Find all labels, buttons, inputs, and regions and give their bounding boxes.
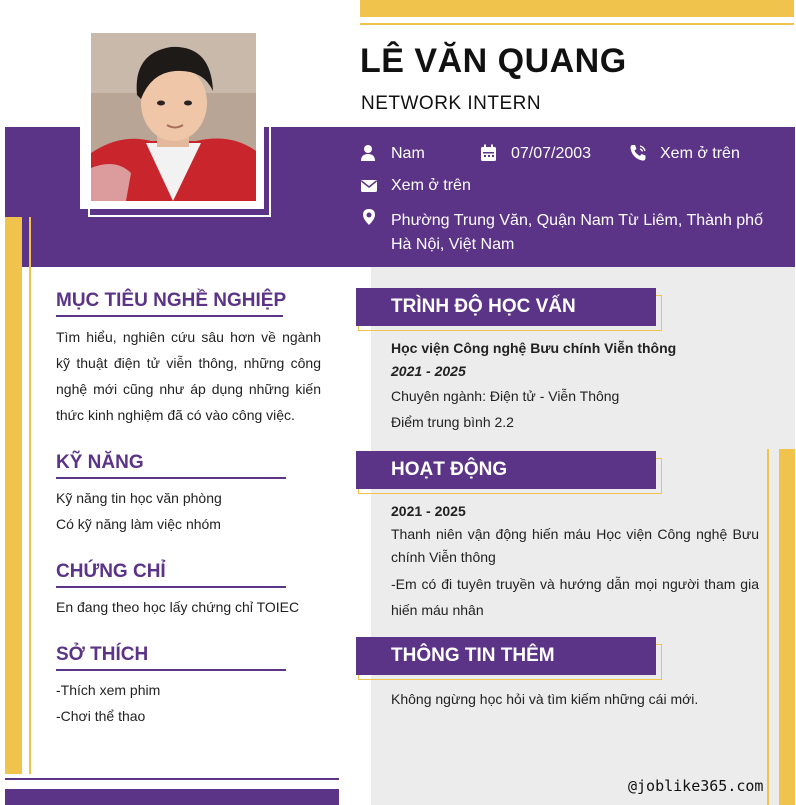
calendar-icon [480, 144, 498, 162]
hobby-item: -Thích xem phim [56, 682, 161, 698]
extra-heading: THÔNG TIN THÊM [356, 637, 656, 675]
activity-item: Thanh niên vận động hiến máu Học viện Công nghệ Bưu chính Viễn thông [391, 526, 759, 565]
user-icon [360, 144, 378, 162]
education-period: 2021 - 2025 [391, 363, 466, 379]
activities-heading: HOẠT ĐỘNG [356, 451, 656, 489]
watermark: @joblike365.com [628, 777, 764, 795]
extra-text: Không ngừng học hỏi và tìm kiếm những cái mới. [391, 691, 699, 707]
activities-period: 2021 - 2025 [391, 503, 466, 519]
hobby-item: -Chơi thể thao [56, 708, 146, 724]
candidate-name: LÊ VĂN QUANG [360, 42, 627, 80]
birthdate-value: 07/07/2003 [511, 145, 592, 162]
bottom-left-band [5, 789, 339, 805]
skills-rule [56, 477, 286, 479]
top-accent-line [360, 23, 794, 25]
skill-item: Kỹ năng tin học văn phòng [56, 490, 222, 506]
objective-text: Tìm hiểu, nghiên cứu sâu hơn về ngành kỹ thuật điện tử viễn thông, những công nghệ mới cũng như áp dụng những kiến thức kinh nghiệm đã có vào công việc. [56, 329, 321, 423]
top-accent-bar [360, 0, 794, 17]
hobbies-heading: SỞ THÍCH [56, 644, 149, 665]
objective-rule [56, 315, 283, 317]
phone-icon [629, 144, 647, 162]
profile-photo [91, 33, 256, 201]
address-value: Phường Trung Văn, Quận Nam Từ Liêm, Thành phố Hà Nội, Việt Nam [391, 212, 763, 253]
education-heading: TRÌNH ĐỘ HỌC VẤN [356, 288, 656, 326]
objective-heading: MỤC TIÊU NGHỀ NGHIỆP [56, 290, 287, 311]
left-accent-line [29, 217, 31, 774]
right-accent-bar [779, 449, 795, 805]
certificate-item: En đang theo học lấy chứng chỉ TOIEC [56, 599, 300, 615]
location-icon [360, 208, 378, 226]
candidate-position: NETWORK INTERN [361, 93, 542, 114]
gender-value: Nam [391, 145, 425, 162]
email-value: Xem ở trên [391, 177, 471, 194]
certificates-rule [56, 586, 286, 588]
skill-item: Có kỹ năng làm việc nhóm [56, 516, 221, 532]
education-major: Chuyên ngành: Điện tử - Viễn Thông [391, 388, 620, 404]
bottom-left-rule [5, 778, 339, 780]
skills-heading: KỸ NĂNG [56, 452, 144, 473]
activity-item: -Em có đi tuyên truyền và hướng dẫn mọi người tham gia hiến máu nhân [391, 576, 759, 618]
email-icon [360, 177, 378, 195]
hobbies-rule [56, 669, 286, 671]
education-gpa: Điểm trung bình 2.2 [391, 414, 514, 430]
education-school: Học viện Công nghệ Bưu chính Viễn thông [391, 340, 677, 356]
right-accent-line [767, 449, 769, 805]
phone-value: Xem ở trên [660, 145, 740, 162]
certificates-heading: CHỨNG CHỈ [56, 561, 166, 582]
left-accent-bar [5, 217, 22, 774]
